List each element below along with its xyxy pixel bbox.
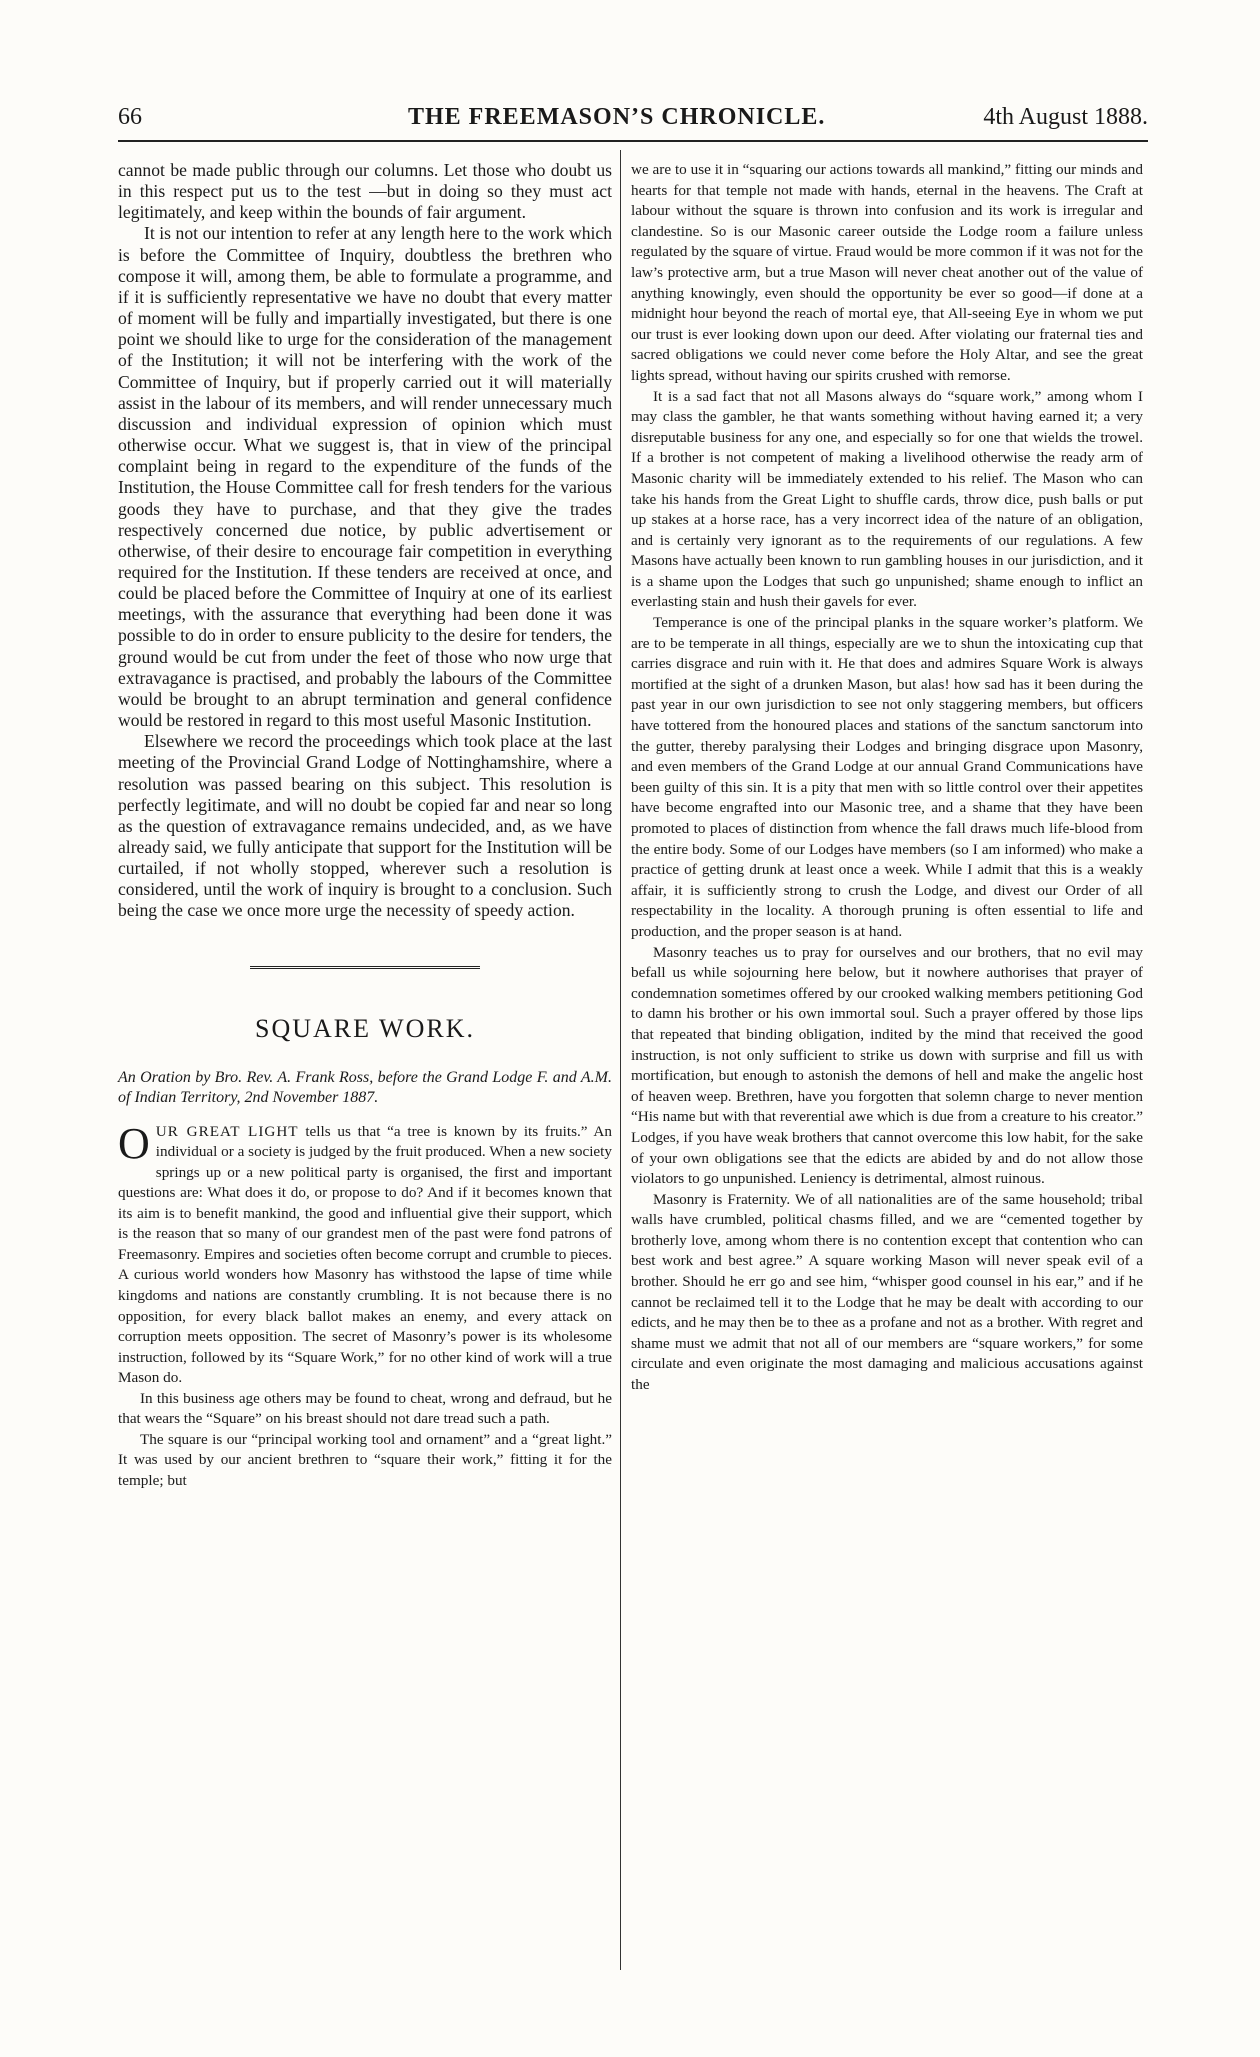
column-divider	[620, 150, 621, 1970]
lead-words: UR GREAT LIGHT	[155, 1122, 299, 1140]
right-paragraph: Masonry is Fraternity. We of all nationalities are of the same household; tribal walls have crumbled, political chasms filled, and we are “cemented together by brotherly love, among whom there is no contention except that contention who can best work and best agree.” A square working Mason will never speak evil of a brother. Should he err go and see him, “whisper good counsel in his ear,” and if he cannot be reclaimed tell it to the Lodge that he may be dealt with according to our edicts, and he may then be to thee as a profane and not as a brother. With regret and shame must we admit that not all of our members are “square workers,” for some circulate and even originate the most damaging and malicious accusations against the	[631, 1190, 1143, 1394]
header-rule	[118, 140, 1148, 142]
right-paragraph: we are to use it in “squaring our actions towards all mankind,” fitting our minds and hearts for that temple not made with hands, eternal in the heavens. The Craft at labour without the square is thrown into confusion and its work is irregular and clandestine. So is our Masonic career outside the Lodge room a failure unless regulated by the square of virtue. Fraud would be more common if it was not for the law’s protective arm, but a true Mason will never cheat another out of the value of anything knowingly, even should the opportunity be ever so good—if done at a midnight hour beyond the reach of mortal eye, that All-seeing Eye in whom we put our trust is ever looking down upon our deed. After violating our fraternal ties and sacred obligations we could never come before the Holy Altar, and see the great lights spread, without having our spirits crushed with remorse.	[631, 161, 1143, 384]
drop-cap: O	[118, 1118, 150, 1168]
left-paragraph: cannot be made public through our columns. Let those who doubt us in this respect put us to the test —but in doing so they must act legitimately, and keep within the bounds of fair argument.	[118, 160, 612, 223]
page-header	[118, 104, 1148, 138]
right-paragraph: Masonry teaches us to pray for ourselves and our brothers, that no evil may befall us while sojourning here below, but it nowhere authorises that prayer of condemnation sometimes offered by our crooked walking members petitioning God to damn his brother or his own immortal soul. Such a prayer offered by those lips that repeated that binding obligation, indited by the mind that received the good instruction, is not only sufficient to strike us down with surprise and fill us with mortification, but enough to astonish the demons of hell and make the angelic host of heaven weep. Brethren, have you forgotten that solemn charge to never mention “His name but with that reverential awe which is due from a creature to his creator.” Lodges, if you have weak brothers that cannot overcome this low habit, for the sake of your own obligations see that the edicts are abided by and do not allow those violators to go unpunished. Leniency is detrimental, almost ruinous.	[631, 943, 1143, 1188]
left-paragraph: It is not our intention to refer at any length here to the work which is before the Committee of Inquiry, doubtless the brethren who compose it will, among them, be able to formulate a programme, and if it is sufficiently representative we have no doubt that every matter of moment will be fully and impartially investigated, but there is one point we should like to urge for the consideration of the management of the Institution; it will not be interfering with the work of the Committee of Inquiry, but if properly carried out it will materially assist in the labour of its members, and will render unnecessary much discussion and individual expression of opinion which must otherwise occur. What we suggest is, that in view of the principal complaint being in regard to the expenditure of the funds of the Institution, the House Committee call for fresh tenders for the various goods they have to purchase, and that they give the trades respectively concerned due notice, by public advertisement or otherwise, of their desire to encourage fair competition in everything required for the Institution. If these tenders are received at once, and could be placed before the Committee of Inquiry at one of its earliest meetings, with the assurance that everything had been done it was possible to do in order to ensure publicity to the desire for tenders, the ground would be cut from under the feet of those who now urge that extravagance is practised, and probably the labours of the Committee would be brought to an abrupt termination and general confidence would be restored in regard to this most useful Masonic Institution.	[118, 223, 612, 731]
issue-date: 4th August 1888.	[983, 104, 1148, 130]
publication-title: THE FREEMASON’S CHRONICLE.	[408, 104, 826, 130]
right-column	[631, 160, 1143, 1396]
section-rule	[250, 966, 480, 972]
right-paragraph: It is a sad fact that not all Masons always do “square work,” among whom I may class the gambler, he that wants something without having earned it; a very disreputable business for any one, and especially so for one that wields the trowel. If a brother is not competent of making a livelihood otherwise the ready arm of Masonic charity will be immediately extended to his relief. The Mason who can take his hands from the Great Light to shuffle cards, throw dice, push balls or put up stakes at a horse race, has a very incorrect idea of the nature of an obligation, and is certainly very ignorant as to the requirements of our regulations. A few Masons have actually been known to run gambling houses in our jurisdiction, and it is a shame upon the Lodges that such go unpunished; shame enough to inflict an everlasting stain and hush their gavels for ever.	[631, 387, 1143, 611]
article-paragraph: The square is our “principal working tool and ornament” and a “great light.” It was used by our ancient brethren to “square their work,” fitting it for the temple; but	[118, 1430, 612, 1489]
article-byline: An Oration by Bro. Rev. A. Frank Ross, before the Grand Lodge F. and A.M. of Indian Territory, 2nd November 1887.	[118, 1068, 612, 1106]
article-title: SQUARE WORK.	[255, 1013, 475, 1043]
lead-text: tells us that “a tree is known by its fruits.” An individual or a society is judged by the fruit produced. When a new society springs up or a new political party is organised, the first and important questions are: What does it do, or propose to do? And if it becomes known that its aim is to benefit mankind, the good and influential give their support, which is the reason that so many of our grandest men of the past were fond patrons of Freemasonry. Empires and societies often become corrupt and crumble to pieces. A curious world wonders how Masonry has withstood the lapse of time while kingdoms and nations are constantly crumbling. It is not because there is no opposition, for every black ballot makes an enemy, and every attack on corruption meets opposition. The secret of Masonry’s power is its wholesome instruction, followed by its “Square Work,” for no other kind of work will a true Mason do.	[118, 1122, 612, 1387]
article-body	[118, 1118, 612, 1492]
left-column	[118, 160, 612, 1491]
article-paragraph: In this business age others may be found to cheat, wrong and defraud, but he that wears the “Square” on his breast should not dare tread such a path.	[118, 1389, 612, 1428]
article-lead-paragraph	[118, 1118, 612, 1389]
left-paragraph: Elsewhere we record the proceedings which took place at the last meeting of the Provincial Grand Lodge of Nottinghamshire, where a resolution was passed bearing on this subject. This resolution is perfectly legitimate, and will no doubt be copied far and near so long as the question of extravagance remains undecided, and, as we have already said, we fully anticipate that support for the Institution will be curtailed, if not wholly stopped, wherever such a resolution is considered, until the work of inquiry is brought to a conclusion. Such being the case we once more urge the necessity of speedy action.	[118, 731, 612, 921]
right-paragraph: Temperance is one of the principal planks in the square worker’s platform. We are to be temperate in all things, especially are we to shun the intoxicating cup that carries disgrace and ruin with it. He that does and admires Square Work is always mortified at the sight of a drunken Mason, but alas! how sad has it been during the past year in our own jurisdiction to see not only staggering members, but officers have tottered from the honoured places and stations of the sanctum sanctorum into the gutter, thereby paralysing their Lodges and bringing disgrace upon Masonry, and even members of the Grand Lodge at our annual Grand Communications have been guilty of this sin. It is a pity that men with so little control over their appetites have become engrafted into our Masonic tree, and a shame that they have been promoted to places of distinction from whence the fall draws much life-blood from the entire body. Some of our Lodges have members (so I am informed) who make a practice of getting drunk at least once a week. While I admit that this is a weakly affair, it is sufficiently strong to crush the Lodge, and divest our Order of all respectability in the locality. A thorough pruning is often essential to life and production, and the proper season is at hand.	[631, 614, 1143, 940]
page-number: 66	[118, 104, 142, 130]
